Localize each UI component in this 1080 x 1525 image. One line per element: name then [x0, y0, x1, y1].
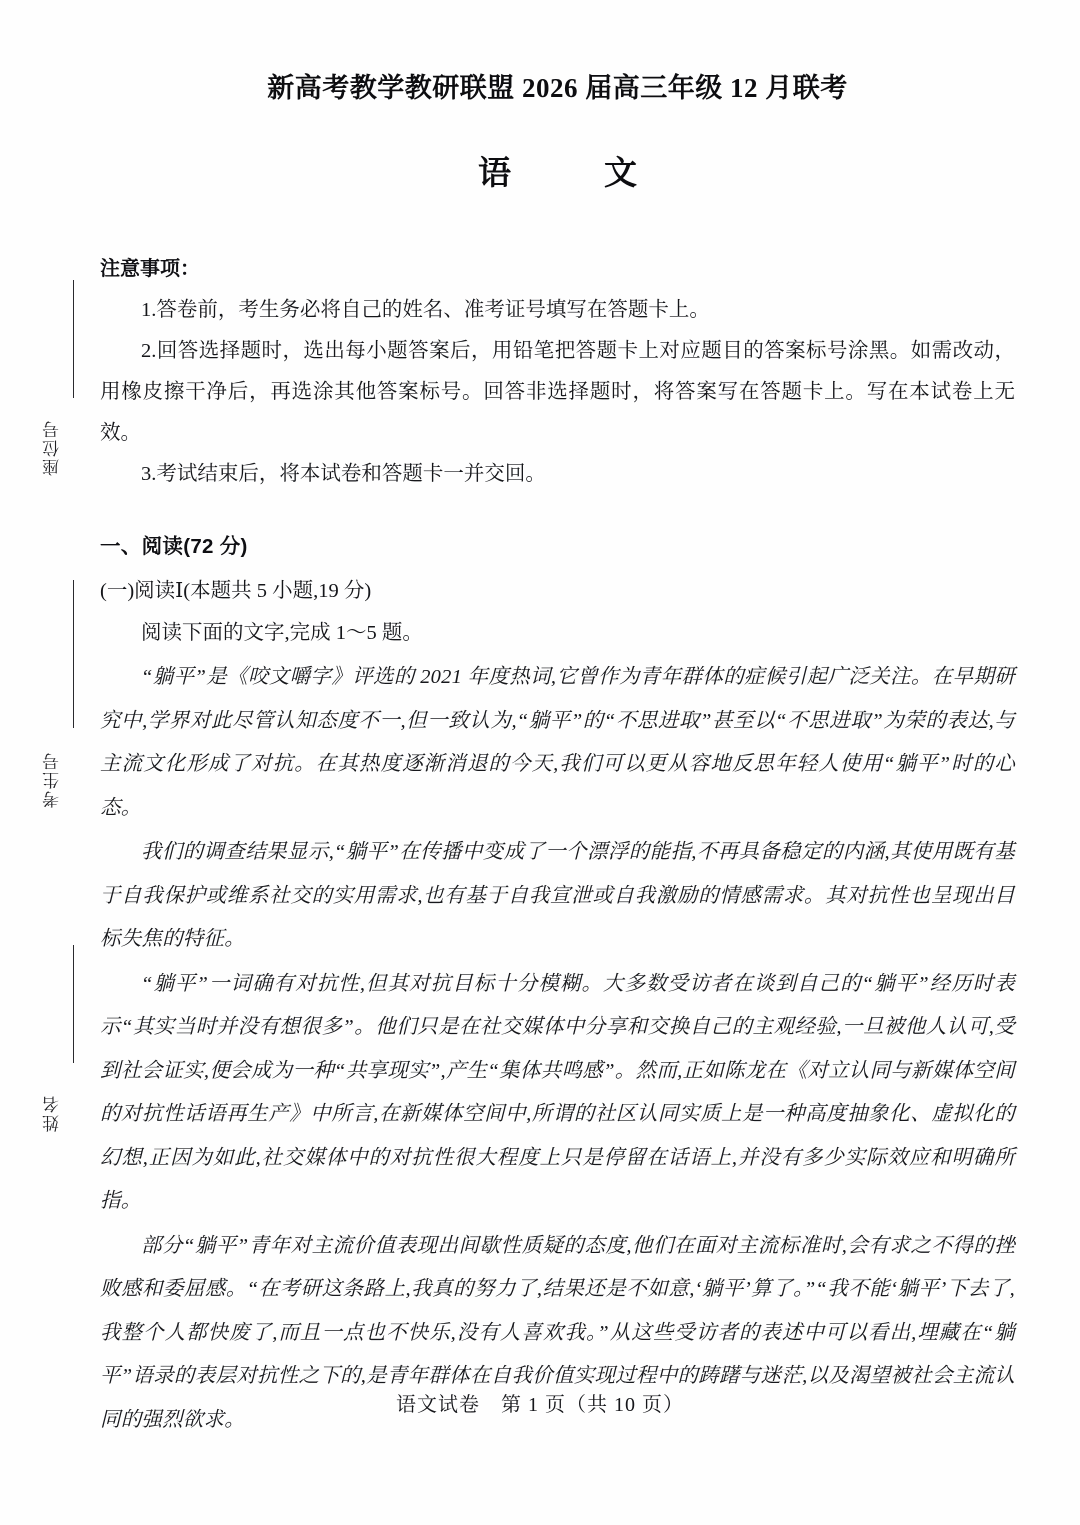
sidebar-item-seat-number: [40, 280, 106, 500]
sidebar-label-name: 姓名: [43, 1094, 62, 1132]
page-footer: 语文试卷 第 1 页（共 10 页）: [396, 1394, 684, 1416]
sidebar-label-examinee-number: 考生号: [43, 751, 62, 809]
subject-title: 语 文: [478, 154, 667, 191]
main-content: [100, 0, 1015, 1443]
page-title: 新高考教学教研联盟 2026 届高三年级 12 月联考: [267, 73, 848, 103]
sidebar-item-examinee-number: [40, 580, 106, 835]
section-heading-reading: 一、阅读(72 分): [100, 535, 248, 558]
notice-item: 2.回答选择题时，选出每小题答案后，用铅笔把答题卡上对应题目的答案标号涂黑。如需改动，用橡皮擦干净后，再选涂其他答案标号。回答非选择题时，将答案写在答题卡上。写在本试卷上无效。: [100, 340, 1015, 444]
passage-paragraph: 我们的调查结果显示,“躺平”在传播中变成了一个漂浮的能指,不再具备稳定的内涵,其使用既有基于自我保护或维系社交的实用需求,也有基于自我宣泄或自我激励的情感需求。其对抗性也呈现出目标失焦的特征。: [100, 841, 1015, 950]
sidebar-rule-seat-number: [73, 280, 74, 398]
passage-paragraph: “躺平”一词确有对抗性,但其对抗目标十分模糊。大多数受访者在谈到自己的“躺平”经历时表示“其实当时并没有想很多”。他们只是在社交媒体中分享和交换自己的主观经验,一旦被他人认可,受到社会证实,便会成为一种“共享现实”,产生“集体共鸣感”。然而,正如陈龙在《对立认同与新媒体空间的对抗性话语再生产》中所言,在新媒体空间中,所谓的社区认同实质上是一种高度抽象化、虚拟化的幻想,正因为如此,社交媒体中的对抗性很大程度上只是停留在话语上,并没有多少实际效应和明确所指。: [100, 972, 1015, 1212]
passage-paragraph: “躺平”是《咬文嚼字》评选的 2021 年度热词,它曾作为青年群体的症候引起广泛关注。在早期研究中,学界对此尽管认知态度不一,但一致认为,“躺平”的“不思进取”甚至以“不思进取”为荣的表达,与主流文化形成了对抗。在其热度逐渐消退的今天,我们可以更从容地反思年轻人使用“躺平”时的心态。: [100, 666, 1015, 819]
notice-item: 3.考试结束后，将本试卷和答题卡一并交回。: [141, 463, 546, 485]
sidebar-rule-examinee-number: [73, 580, 74, 728]
identification-sidebar: [40, 280, 106, 1170]
reading-instruction: 阅读下面的文字,完成 1～5 题。: [141, 622, 423, 644]
sidebar-item-name: [40, 945, 106, 1170]
notice-item: 1.答卷前，考生务必将自己的姓名、准考证号填写在答题卡上。: [141, 299, 710, 321]
scan-smudge: [650, 1367, 800, 1380]
notice-heading: 注意事项：: [100, 258, 200, 280]
reading-passage: [100, 656, 1015, 1442]
sidebar-label-seat-number: 座位号: [43, 419, 62, 477]
sidebar-rule-name: [73, 945, 74, 1063]
passage-paragraph: 部分“躺平”青年对主流价值表现出间歇性质疑的态度,他们在面对主流标准时,会有求之不得的挫败感和委屈感。“在考研这条路上,我真的努力了,结果还是不如意,‘躺平’算了。”“我不能‘躺平’下去了,我整个人都快废了,而且一点也不快乐,没有人喜欢我。”从这些受访者的表述中可以看出,埋藏在“躺平”语录的表层对抗性之下的,是青年群体在自我价值实现过程中的踌躇与迷茫,以及渴望被社会主流认同的强烈欲求。: [100, 1234, 1015, 1431]
subsection-heading-reading-one: (一)阅读Ⅰ(本题共 5 小题,19 分): [100, 580, 372, 602]
notice-block: [100, 252, 1015, 495]
